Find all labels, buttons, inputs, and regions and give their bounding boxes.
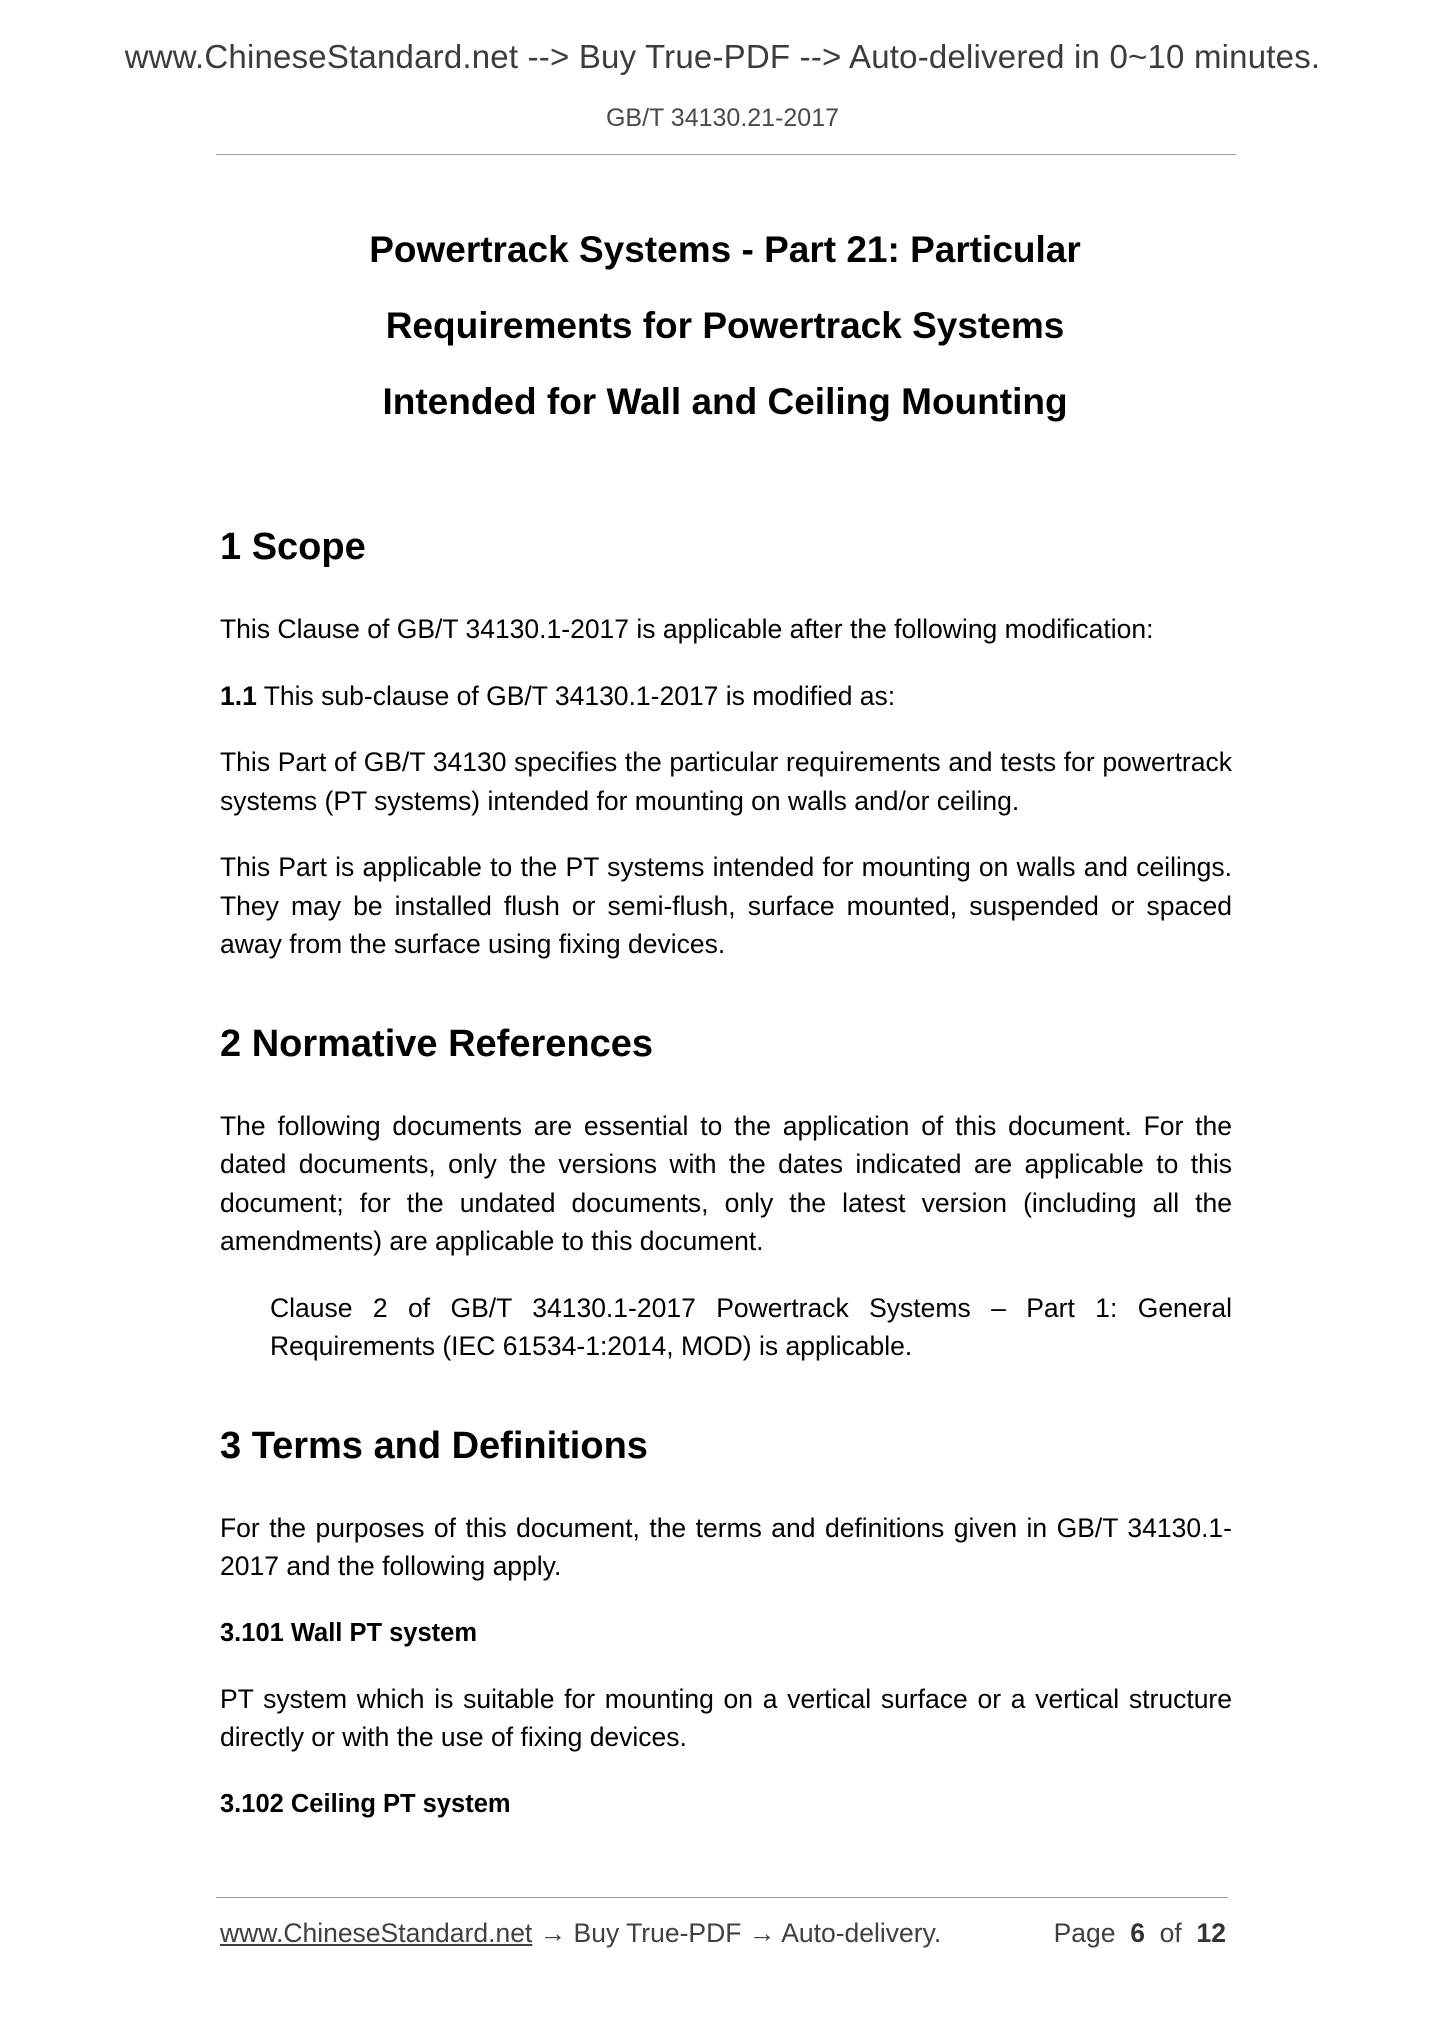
references-paragraph-2: Clause 2 of GB/T 34130.1-2017 Powertrack Systems – Part 1: General Requirements (IEC 61534-1:2014, MOD) is applicable. (270, 1292, 1232, 1361)
scope-subclause (220, 677, 1232, 716)
terms-paragraph-1: For the purposes of this document, the terms and definitions given in GB/T 34130.1-2017 and the following apply. (220, 1512, 1232, 1581)
section-heading-terms: 3 Terms and Definitions (220, 1424, 648, 1467)
document-title (220, 212, 1230, 440)
term-heading-ceiling: 3.102 Ceiling PT system (220, 1789, 511, 1818)
standard-code: GB/T 34130.21-2017 (605, 104, 840, 132)
page-label: Page (1053, 1918, 1116, 1948)
scope-paragraph-1: This Part of GB/T 34130 specifies the particular requirements and tests for powertrack systems (PT systems) intended for mounting on walls and/or ceiling. (220, 747, 1232, 816)
title-line-2: Requirements for Powertrack Systems (385, 305, 1065, 346)
term-heading-wall: 3.101 Wall PT system (220, 1618, 478, 1647)
page-current: 6 (1130, 1918, 1145, 1948)
page-of: of (1159, 1918, 1182, 1948)
header-divider (216, 154, 1236, 155)
document-body (220, 515, 1232, 1823)
scope-intro: This Clause of GB/T 34130.1-2017 is applicable after the following modification: (220, 614, 1154, 644)
arrow-right-icon: → (539, 1918, 567, 1948)
title-line-3: Intended for Wall and Ceiling Mounting (382, 381, 1068, 422)
scope-paragraph-2: This Part is applicable to the PT systems intended for mounting on walls and ceilings. They may be installed flush or semi-flush, surface mounted, suspended or spaced away from the surface using fixing devices. (220, 852, 1232, 959)
term-definition-wall: PT system which is suitable for mounting on a vertical surface or a vertical structure directly or with the use of fixing devices. (220, 1683, 1232, 1752)
footer-left (220, 1918, 941, 1949)
section-heading-scope: 1 Scope (220, 526, 366, 568)
section-heading-references: 2 Normative References (220, 1022, 653, 1065)
footer-delivery-text: Auto-delivery. (781, 1918, 942, 1948)
top-banner: www.ChineseStandard.net --> Buy True-PDF --> Auto-delivered in 0~10 minutes. (124, 38, 1321, 75)
page-total: 12 (1196, 1918, 1226, 1948)
arrow-right-icon: → (748, 1918, 776, 1948)
subclause-text: This sub-clause of GB/T 34130.1-2017 is modified as: (256, 680, 896, 711)
page-number (1054, 1918, 1226, 1949)
footer-buy-text: Buy True-PDF (573, 1918, 742, 1948)
page-footer (220, 1918, 1226, 1949)
footer-site-link[interactable]: www.ChineseStandard.net (220, 1918, 533, 1948)
footer-divider (216, 1897, 1228, 1898)
title-line-1: Powertrack Systems - Part 21: Particular (369, 229, 1081, 270)
subclause-number: 1.1 (220, 680, 257, 711)
references-paragraph-1: The following documents are essential to the application of this document. For the dated documents, only the versions with the dates indicated are applicable to this document; for the undated documents, only the latest version (including all the amendments) are applicable to this document. (220, 1110, 1232, 1256)
